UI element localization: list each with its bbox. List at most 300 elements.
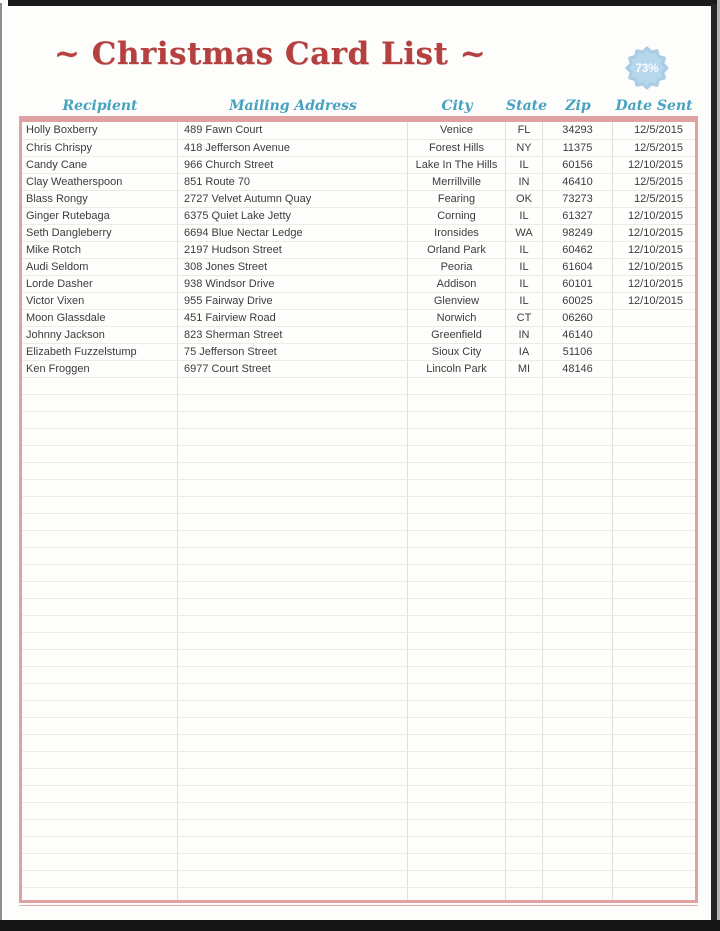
- cell-date-sent[interactable]: [613, 344, 695, 360]
- empty-row[interactable]: [22, 377, 695, 394]
- cell-zip[interactable]: [543, 497, 613, 513]
- empty-row[interactable]: [22, 751, 695, 768]
- cell-state[interactable]: IL: [506, 276, 543, 292]
- cell-recipient[interactable]: [22, 871, 178, 887]
- cell-recipient[interactable]: [22, 616, 178, 632]
- cell-mailing-address[interactable]: 938 Windsor Drive: [178, 276, 408, 292]
- cell-city[interactable]: [408, 429, 506, 445]
- cell-recipient[interactable]: [22, 752, 178, 768]
- cell-recipient[interactable]: Ken Froggen: [22, 361, 178, 377]
- cell-recipient[interactable]: [22, 531, 178, 547]
- cell-zip[interactable]: [543, 395, 613, 411]
- cell-recipient[interactable]: Seth Dangleberry: [22, 225, 178, 241]
- cell-date-sent[interactable]: [613, 531, 695, 547]
- cell-date-sent[interactable]: [613, 599, 695, 615]
- cell-mailing-address[interactable]: [178, 463, 408, 479]
- cell-date-sent[interactable]: 12/5/2015: [634, 124, 683, 136]
- cell-mailing-address[interactable]: [178, 735, 408, 751]
- cell-city[interactable]: Merrillville: [408, 174, 506, 190]
- cell-state[interactable]: [506, 599, 543, 615]
- cell-date-sent[interactable]: [613, 803, 695, 819]
- table-row[interactable]: [22, 292, 695, 309]
- cell-mailing-address[interactable]: 308 Jones Street: [178, 259, 408, 275]
- empty-row[interactable]: [22, 411, 695, 428]
- cell-state[interactable]: FL: [506, 122, 543, 139]
- table-row[interactable]: [22, 122, 695, 139]
- cell-city[interactable]: [408, 514, 506, 530]
- cell-mailing-address[interactable]: [178, 548, 408, 564]
- cell-mailing-address[interactable]: 966 Church Street: [178, 157, 408, 173]
- cell-state[interactable]: [506, 633, 543, 649]
- cell-state[interactable]: IL: [506, 242, 543, 258]
- cell-recipient[interactable]: Chris Chrispy: [22, 140, 178, 156]
- cell-zip[interactable]: [543, 650, 613, 666]
- cell-mailing-address[interactable]: [178, 667, 408, 683]
- table-row[interactable]: [22, 190, 695, 207]
- cell-date-sent[interactable]: [613, 820, 695, 836]
- empty-row[interactable]: [22, 802, 695, 819]
- cell-mailing-address[interactable]: [178, 871, 408, 887]
- cell-zip[interactable]: 73273: [543, 191, 613, 207]
- cell-recipient[interactable]: [22, 480, 178, 496]
- cell-state[interactable]: [506, 412, 543, 428]
- cell-date-sent[interactable]: [613, 769, 695, 785]
- cell-zip[interactable]: 98249: [543, 225, 613, 241]
- cell-city[interactable]: [408, 735, 506, 751]
- cell-recipient[interactable]: [22, 463, 178, 479]
- empty-row[interactable]: [22, 445, 695, 462]
- cell-city[interactable]: [408, 548, 506, 564]
- cell-state[interactable]: [506, 837, 543, 853]
- cell-recipient[interactable]: Johnny Jackson: [22, 327, 178, 343]
- cell-date-sent[interactable]: [613, 565, 695, 581]
- cell-zip[interactable]: [543, 752, 613, 768]
- cell-zip[interactable]: [543, 514, 613, 530]
- cell-city[interactable]: Norwich: [408, 310, 506, 326]
- cell-zip[interactable]: [543, 837, 613, 853]
- cell-mailing-address[interactable]: [178, 599, 408, 615]
- cell-mailing-address[interactable]: [178, 888, 408, 903]
- cell-zip[interactable]: [543, 446, 613, 462]
- cell-city[interactable]: Greenfield: [408, 327, 506, 343]
- cell-mailing-address[interactable]: [178, 718, 408, 734]
- cell-date-sent[interactable]: [613, 735, 695, 751]
- cell-date-sent[interactable]: [613, 871, 695, 887]
- cell-city[interactable]: Addison: [408, 276, 506, 292]
- empty-row[interactable]: [22, 530, 695, 547]
- empty-row[interactable]: [22, 496, 695, 513]
- cell-city[interactable]: Lincoln Park: [408, 361, 506, 377]
- cell-mailing-address[interactable]: [178, 531, 408, 547]
- cell-mailing-address[interactable]: [178, 684, 408, 700]
- cell-zip[interactable]: 11375: [543, 140, 613, 156]
- cell-city[interactable]: [408, 769, 506, 785]
- cell-state[interactable]: [506, 497, 543, 513]
- cell-zip[interactable]: 60101: [543, 276, 613, 292]
- cell-recipient[interactable]: Candy Cane: [22, 157, 178, 173]
- cell-city[interactable]: [408, 599, 506, 615]
- cell-zip[interactable]: [543, 820, 613, 836]
- table-row[interactable]: [22, 156, 695, 173]
- cell-recipient[interactable]: Elizabeth Fuzzelstump: [22, 344, 178, 360]
- cell-mailing-address[interactable]: [178, 803, 408, 819]
- table-row[interactable]: [22, 258, 695, 275]
- cell-recipient[interactable]: [22, 769, 178, 785]
- cell-date-sent[interactable]: [613, 548, 695, 564]
- cell-date-sent[interactable]: [613, 429, 695, 445]
- cell-city[interactable]: [408, 565, 506, 581]
- cell-state[interactable]: [506, 395, 543, 411]
- cell-state[interactable]: [506, 701, 543, 717]
- cell-state[interactable]: [506, 871, 543, 887]
- cell-city[interactable]: Corning: [408, 208, 506, 224]
- empty-row[interactable]: [22, 870, 695, 887]
- cell-date-sent[interactable]: [613, 480, 695, 496]
- cell-state[interactable]: [506, 650, 543, 666]
- empty-row[interactable]: [22, 513, 695, 530]
- cell-city[interactable]: [408, 633, 506, 649]
- table-row[interactable]: [22, 326, 695, 343]
- cell-state[interactable]: [506, 752, 543, 768]
- cell-date-sent[interactable]: 12/10/2015: [627, 210, 683, 222]
- cell-recipient[interactable]: [22, 786, 178, 802]
- cell-city[interactable]: [408, 684, 506, 700]
- cell-zip[interactable]: 60462: [543, 242, 613, 258]
- cell-mailing-address[interactable]: [178, 446, 408, 462]
- empty-row[interactable]: [22, 564, 695, 581]
- cell-city[interactable]: [408, 820, 506, 836]
- cell-recipient[interactable]: [22, 718, 178, 734]
- cell-date-sent[interactable]: 12/10/2015: [627, 159, 683, 171]
- empty-row[interactable]: [22, 428, 695, 445]
- cell-city[interactable]: [408, 395, 506, 411]
- cell-mailing-address[interactable]: [178, 752, 408, 768]
- cell-recipient[interactable]: [22, 650, 178, 666]
- cell-mailing-address[interactable]: 489 Fawn Court: [178, 122, 408, 139]
- cell-zip[interactable]: 48146: [543, 361, 613, 377]
- cell-city[interactable]: [408, 786, 506, 802]
- cell-mailing-address[interactable]: 6977 Court Street: [178, 361, 408, 377]
- cell-date-sent[interactable]: 12/10/2015: [627, 244, 683, 256]
- cell-recipient[interactable]: Blass Rongy: [22, 191, 178, 207]
- cell-date-sent[interactable]: [613, 701, 695, 717]
- cell-zip[interactable]: 34293: [543, 122, 613, 139]
- cell-state[interactable]: [506, 446, 543, 462]
- empty-row[interactable]: [22, 632, 695, 649]
- cell-mailing-address[interactable]: 955 Fairway Drive: [178, 293, 408, 309]
- cell-state[interactable]: [506, 769, 543, 785]
- table-row[interactable]: [22, 275, 695, 292]
- cell-mailing-address[interactable]: [178, 769, 408, 785]
- empty-row[interactable]: [22, 887, 695, 903]
- cell-mailing-address[interactable]: [178, 837, 408, 853]
- cell-zip[interactable]: 61327: [543, 208, 613, 224]
- cell-city[interactable]: Sioux City: [408, 344, 506, 360]
- cell-recipient[interactable]: [22, 667, 178, 683]
- cell-state[interactable]: NY: [506, 140, 543, 156]
- cell-recipient[interactable]: [22, 548, 178, 564]
- cell-state[interactable]: [506, 735, 543, 751]
- cell-zip[interactable]: [543, 599, 613, 615]
- cell-date-sent[interactable]: [613, 395, 695, 411]
- cell-recipient[interactable]: [22, 888, 178, 903]
- table-row[interactable]: [22, 173, 695, 190]
- cell-recipient[interactable]: [22, 412, 178, 428]
- cell-zip[interactable]: [543, 769, 613, 785]
- cell-date-sent[interactable]: [613, 378, 695, 394]
- cell-date-sent[interactable]: [613, 463, 695, 479]
- cell-city[interactable]: [408, 497, 506, 513]
- cell-state[interactable]: IA: [506, 344, 543, 360]
- cell-city[interactable]: [408, 701, 506, 717]
- cell-date-sent[interactable]: [613, 310, 695, 326]
- cell-zip[interactable]: [543, 582, 613, 598]
- cell-recipient[interactable]: [22, 446, 178, 462]
- cell-state[interactable]: CT: [506, 310, 543, 326]
- cell-city[interactable]: [408, 803, 506, 819]
- empty-row[interactable]: [22, 819, 695, 836]
- cell-mailing-address[interactable]: 75 Jefferson Street: [178, 344, 408, 360]
- cell-recipient[interactable]: [22, 599, 178, 615]
- cell-state[interactable]: [506, 854, 543, 870]
- empty-row[interactable]: [22, 462, 695, 479]
- cell-zip[interactable]: [543, 480, 613, 496]
- cell-zip[interactable]: 06260: [543, 310, 613, 326]
- empty-row[interactable]: [22, 717, 695, 734]
- cell-state[interactable]: [506, 786, 543, 802]
- cell-recipient[interactable]: [22, 429, 178, 445]
- cell-zip[interactable]: [543, 786, 613, 802]
- cell-zip[interactable]: [543, 888, 613, 903]
- cell-recipient[interactable]: [22, 701, 178, 717]
- cell-zip[interactable]: [543, 412, 613, 428]
- empty-row[interactable]: [22, 785, 695, 802]
- cell-date-sent[interactable]: 12/10/2015: [627, 227, 683, 239]
- cell-city[interactable]: [408, 582, 506, 598]
- cell-city[interactable]: [408, 446, 506, 462]
- cell-recipient[interactable]: [22, 514, 178, 530]
- cell-city[interactable]: Ironsides: [408, 225, 506, 241]
- cell-recipient[interactable]: [22, 684, 178, 700]
- cell-zip[interactable]: [543, 854, 613, 870]
- cell-mailing-address[interactable]: [178, 497, 408, 513]
- cell-city[interactable]: [408, 650, 506, 666]
- cell-mailing-address[interactable]: [178, 565, 408, 581]
- cell-recipient[interactable]: [22, 497, 178, 513]
- cell-state[interactable]: [506, 888, 543, 903]
- cell-recipient[interactable]: [22, 803, 178, 819]
- cell-mailing-address[interactable]: [178, 701, 408, 717]
- cell-zip[interactable]: 51106: [543, 344, 613, 360]
- cell-mailing-address[interactable]: 6694 Blue Nectar Ledge: [178, 225, 408, 241]
- cell-date-sent[interactable]: [613, 582, 695, 598]
- cell-state[interactable]: IL: [506, 157, 543, 173]
- cell-date-sent[interactable]: [613, 616, 695, 632]
- cell-state[interactable]: [506, 378, 543, 394]
- cell-state[interactable]: [506, 548, 543, 564]
- cell-mailing-address[interactable]: [178, 514, 408, 530]
- cell-zip[interactable]: [543, 701, 613, 717]
- cell-city[interactable]: Fearing: [408, 191, 506, 207]
- cell-city[interactable]: [408, 871, 506, 887]
- empty-row[interactable]: [22, 649, 695, 666]
- cell-recipient[interactable]: Moon Glassdale: [22, 310, 178, 326]
- cell-date-sent[interactable]: [613, 633, 695, 649]
- cell-date-sent[interactable]: 12/5/2015: [634, 142, 683, 154]
- cell-city[interactable]: [408, 616, 506, 632]
- cell-mailing-address[interactable]: [178, 412, 408, 428]
- cell-city[interactable]: Forest Hills: [408, 140, 506, 156]
- cell-state[interactable]: [506, 803, 543, 819]
- cell-zip[interactable]: 46410: [543, 174, 613, 190]
- cell-mailing-address[interactable]: [178, 480, 408, 496]
- cell-state[interactable]: IN: [506, 174, 543, 190]
- cell-city[interactable]: [408, 667, 506, 683]
- cell-state[interactable]: IL: [506, 208, 543, 224]
- cell-zip[interactable]: [543, 548, 613, 564]
- table-row[interactable]: [22, 309, 695, 326]
- cell-city[interactable]: [408, 378, 506, 394]
- cell-mailing-address[interactable]: 851 Route 70: [178, 174, 408, 190]
- empty-row[interactable]: [22, 547, 695, 564]
- cell-date-sent[interactable]: 12/10/2015: [627, 261, 683, 273]
- cell-city[interactable]: [408, 854, 506, 870]
- cell-date-sent[interactable]: [613, 854, 695, 870]
- cell-date-sent[interactable]: [613, 361, 695, 377]
- cell-mailing-address[interactable]: [178, 582, 408, 598]
- cell-zip[interactable]: [543, 531, 613, 547]
- empty-row[interactable]: [22, 836, 695, 853]
- cell-mailing-address[interactable]: [178, 820, 408, 836]
- cell-state[interactable]: [506, 514, 543, 530]
- cell-mailing-address[interactable]: [178, 378, 408, 394]
- cell-zip[interactable]: [543, 735, 613, 751]
- cell-recipient[interactable]: [22, 395, 178, 411]
- cell-date-sent[interactable]: [613, 667, 695, 683]
- cell-state[interactable]: IL: [506, 293, 543, 309]
- cell-date-sent[interactable]: [613, 327, 695, 343]
- cell-mailing-address[interactable]: [178, 616, 408, 632]
- table-row[interactable]: [22, 360, 695, 377]
- cell-zip[interactable]: [543, 667, 613, 683]
- cell-state[interactable]: WA: [506, 225, 543, 241]
- cell-city[interactable]: Peoria: [408, 259, 506, 275]
- cell-state[interactable]: [506, 718, 543, 734]
- empty-row[interactable]: [22, 683, 695, 700]
- cell-recipient[interactable]: [22, 378, 178, 394]
- cell-recipient[interactable]: [22, 854, 178, 870]
- empty-row[interactable]: [22, 581, 695, 598]
- cell-date-sent[interactable]: [613, 412, 695, 428]
- cell-mailing-address[interactable]: [178, 786, 408, 802]
- cell-mailing-address[interactable]: 2727 Velvet Autumn Quay: [178, 191, 408, 207]
- cell-recipient[interactable]: Victor Vixen: [22, 293, 178, 309]
- cell-recipient[interactable]: Audi Seldom: [22, 259, 178, 275]
- cell-date-sent[interactable]: 12/10/2015: [627, 295, 683, 307]
- cell-city[interactable]: [408, 888, 506, 903]
- cell-state[interactable]: [506, 667, 543, 683]
- cell-recipient[interactable]: [22, 633, 178, 649]
- cell-recipient[interactable]: Ginger Rutebaga: [22, 208, 178, 224]
- cell-date-sent[interactable]: [613, 888, 695, 903]
- cell-date-sent[interactable]: [613, 684, 695, 700]
- cell-city[interactable]: Lake In The Hills: [408, 157, 506, 173]
- empty-row[interactable]: [22, 394, 695, 411]
- cell-recipient[interactable]: Holly Boxberry: [22, 122, 178, 139]
- cell-mailing-address[interactable]: [178, 633, 408, 649]
- cell-city[interactable]: Orland Park: [408, 242, 506, 258]
- cell-zip[interactable]: [543, 429, 613, 445]
- cell-recipient[interactable]: [22, 582, 178, 598]
- cell-zip[interactable]: [543, 803, 613, 819]
- cell-city[interactable]: [408, 412, 506, 428]
- cell-zip[interactable]: 46140: [543, 327, 613, 343]
- cell-city[interactable]: [408, 531, 506, 547]
- cell-date-sent[interactable]: [613, 446, 695, 462]
- cell-state[interactable]: [506, 565, 543, 581]
- cell-date-sent[interactable]: 12/5/2015: [634, 176, 683, 188]
- empty-row[interactable]: [22, 700, 695, 717]
- cell-zip[interactable]: [543, 378, 613, 394]
- cell-mailing-address[interactable]: 418 Jefferson Avenue: [178, 140, 408, 156]
- cell-recipient[interactable]: Lorde Dasher: [22, 276, 178, 292]
- empty-row[interactable]: [22, 479, 695, 496]
- cell-date-sent[interactable]: [613, 718, 695, 734]
- cell-mailing-address[interactable]: 6375 Quiet Lake Jetty: [178, 208, 408, 224]
- cell-state[interactable]: [506, 582, 543, 598]
- cell-zip[interactable]: [543, 633, 613, 649]
- cell-zip[interactable]: [543, 684, 613, 700]
- cell-recipient[interactable]: Clay Weatherspoon: [22, 174, 178, 190]
- cell-mailing-address[interactable]: [178, 395, 408, 411]
- cell-zip[interactable]: 60025: [543, 293, 613, 309]
- cell-state[interactable]: [506, 463, 543, 479]
- cell-recipient[interactable]: [22, 565, 178, 581]
- empty-row[interactable]: [22, 768, 695, 785]
- cell-state[interactable]: IL: [506, 259, 543, 275]
- cell-date-sent[interactable]: [613, 514, 695, 530]
- table-row[interactable]: [22, 343, 695, 360]
- cell-zip[interactable]: [543, 616, 613, 632]
- cell-mailing-address[interactable]: [178, 429, 408, 445]
- cell-state[interactable]: [506, 684, 543, 700]
- cell-date-sent[interactable]: 12/10/2015: [627, 278, 683, 290]
- cell-recipient[interactable]: Mike Rotch: [22, 242, 178, 258]
- cell-recipient[interactable]: [22, 735, 178, 751]
- cell-zip[interactable]: 60156: [543, 157, 613, 173]
- cell-recipient[interactable]: [22, 837, 178, 853]
- cell-zip[interactable]: 61604: [543, 259, 613, 275]
- cell-date-sent[interactable]: 12/5/2015: [634, 193, 683, 205]
- cell-zip[interactable]: [543, 463, 613, 479]
- cell-date-sent[interactable]: [613, 752, 695, 768]
- cell-city[interactable]: [408, 463, 506, 479]
- cell-state[interactable]: [506, 429, 543, 445]
- table-row[interactable]: [22, 207, 695, 224]
- empty-row[interactable]: [22, 666, 695, 683]
- cell-state[interactable]: OK: [506, 191, 543, 207]
- cell-date-sent[interactable]: [613, 837, 695, 853]
- cell-zip[interactable]: [543, 718, 613, 734]
- cell-state[interactable]: [506, 480, 543, 496]
- cell-mailing-address[interactable]: [178, 854, 408, 870]
- table-row[interactable]: [22, 139, 695, 156]
- cell-city[interactable]: Glenview: [408, 293, 506, 309]
- cell-mailing-address[interactable]: 451 Fairview Road: [178, 310, 408, 326]
- cell-zip[interactable]: [543, 565, 613, 581]
- table-row[interactable]: [22, 241, 695, 258]
- empty-row[interactable]: [22, 734, 695, 751]
